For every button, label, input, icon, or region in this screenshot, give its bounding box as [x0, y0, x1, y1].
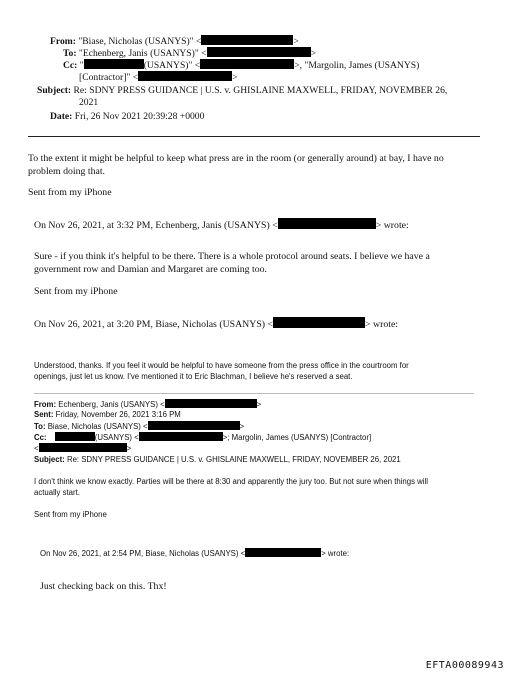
fwd-subject-label: Subject:: [34, 455, 65, 464]
header-subject-row: [37, 85, 447, 97]
fwd-cc-row: [34, 432, 371, 444]
quote-intro: [34, 317, 398, 331]
message-signature: Sent from my iPhone: [34, 286, 118, 297]
fwd-cc-close: >: [126, 444, 132, 453]
message-signature: Sent from my iPhone: [34, 510, 107, 519]
message-body-line: government row and Damian and Margaret are coming too.: [34, 264, 267, 275]
header-from-label: From:: [50, 36, 76, 47]
redaction-block: [200, 59, 294, 69]
fwd-sent-row: [34, 410, 181, 421]
message-body-line: I don't think we know exactly. Parties will be there at 8:30 and apparently the jury too. But not sure when things will: [34, 477, 429, 486]
message-body-line: To the extent it might be helpful to keep what press are in the room (or generally around) at bay, I have no: [28, 153, 444, 164]
message-signature: Sent from my iPhone: [28, 187, 112, 198]
fwd-from-row: [34, 399, 261, 411]
redaction-block: [207, 47, 311, 57]
header-cc-value4: [Contractor]" <: [79, 72, 139, 83]
header-subject-label: Subject:: [37, 85, 72, 96]
fwd-cc-row-cont: [34, 443, 131, 455]
header-cc-value2: (USANYS)" <: [143, 60, 201, 71]
fwd-to-row: [34, 421, 244, 433]
fwd-cc-value4: <: [34, 444, 39, 453]
header-date-row: [50, 111, 204, 123]
fwd-from-close: >: [256, 400, 262, 409]
quote-intro: [34, 218, 409, 232]
fwd-subject-value: Re: SDNY PRESS GUIDANCE | U.S. v. GHISLAINE MAXWELL, FRIDAY, NOVEMBER 26, 2021: [66, 455, 401, 464]
header-subject-row-cont: [79, 97, 98, 109]
header-cc-row-cont: [79, 71, 238, 84]
header-cc-value1: ": [79, 60, 84, 71]
quote-intro-text: On Nov 26, 2021, at 3:32 PM, Echenberg, Janis (USANYS) <: [34, 220, 278, 231]
message-body-line: openings, just let us know. I've mentioned it to Eric Blachman, I believe he's reserved a seat.: [34, 372, 353, 381]
message-body-line: Just checking back on this. Thx!: [40, 581, 167, 592]
fwd-to-close: >: [239, 422, 245, 431]
message-body-line: Understood, thanks. If you feel it would be helpful to have someone from the press office in the courtroom for: [34, 361, 409, 370]
header-divider: [28, 136, 480, 137]
fwd-cc-value2: (USANYS) <: [94, 433, 139, 442]
message-body-line: Sure - if you think it's helpful to be there. There is a whole protocol around seats. I believe we have a: [34, 251, 430, 262]
fwd-subject-row: [34, 455, 401, 466]
redaction-block: [148, 421, 240, 430]
quote-intro-text: On Nov 26, 2021, at 2:54 PM, Biase, Nicholas (USANYS) <: [40, 549, 246, 558]
fwd-from-value: Echenberg, Janis (USANYS) <: [58, 400, 165, 409]
fwd-to-label: To:: [34, 422, 46, 431]
quote-intro-suffix: > wrote:: [321, 549, 350, 558]
header-date-label: Date:: [50, 111, 73, 122]
header-cc-close: >: [232, 72, 238, 83]
header-to-label: To:: [63, 48, 77, 59]
header-subject-value-cont: 2021: [79, 97, 99, 108]
fwd-from-label: From:: [34, 400, 57, 409]
fwd-cc-label: Cc:: [34, 433, 47, 442]
header-to-value: "Echenberg, Janis (USANYS)" <: [78, 48, 207, 59]
forward-divider: [34, 393, 474, 394]
message-body-line: problem doing that.: [28, 166, 106, 177]
fwd-to-value: Biase, Nicholas (USANYS) <: [47, 422, 148, 431]
quote-intro: [40, 548, 349, 560]
redaction-block: [201, 35, 293, 45]
redaction-block: [84, 59, 144, 69]
header-to-close: >: [310, 48, 316, 59]
header-subject-value: Re: SDNY PRESS GUIDANCE | U.S. v. GHISLAINE MAXWELL, FRIDAY, NOVEMBER 26,: [73, 85, 448, 96]
header-from-value: "Biase, Nicholas (USANYS)" <: [78, 36, 202, 47]
quote-intro-suffix: > wrote:: [375, 220, 409, 231]
quote-intro-suffix: > wrote:: [365, 319, 399, 330]
redaction-block: [39, 443, 127, 452]
header-date-value: Fri, 26 Nov 2021 20:39:28 +0000: [74, 111, 205, 122]
redaction-block: [278, 218, 376, 229]
redaction-block: [139, 432, 223, 441]
message-body-line: actually start.: [34, 488, 80, 497]
header-cc-label: Cc:: [63, 60, 78, 71]
document-id: EFTA00089943: [425, 660, 504, 671]
fwd-cc-value3: >; Margolin, James (USANYS) [Contractor]: [222, 433, 372, 442]
redaction-block: [138, 71, 232, 81]
header-from-close: >: [293, 36, 299, 47]
fwd-sent-label: Sent:: [34, 410, 54, 419]
redaction-block: [165, 399, 257, 408]
header-cc-value3: >, "Margolin, James (USANYS): [294, 60, 420, 71]
redaction-block: [55, 432, 95, 441]
fwd-sent-value: Friday, November 26, 2021 3:16 PM: [55, 410, 181, 419]
redaction-block: [245, 548, 321, 557]
quote-intro-text: On Nov 26, 2021, at 3:20 PM, Biase, Nicholas (USANYS) <: [34, 319, 274, 330]
redaction-block: [273, 317, 365, 328]
